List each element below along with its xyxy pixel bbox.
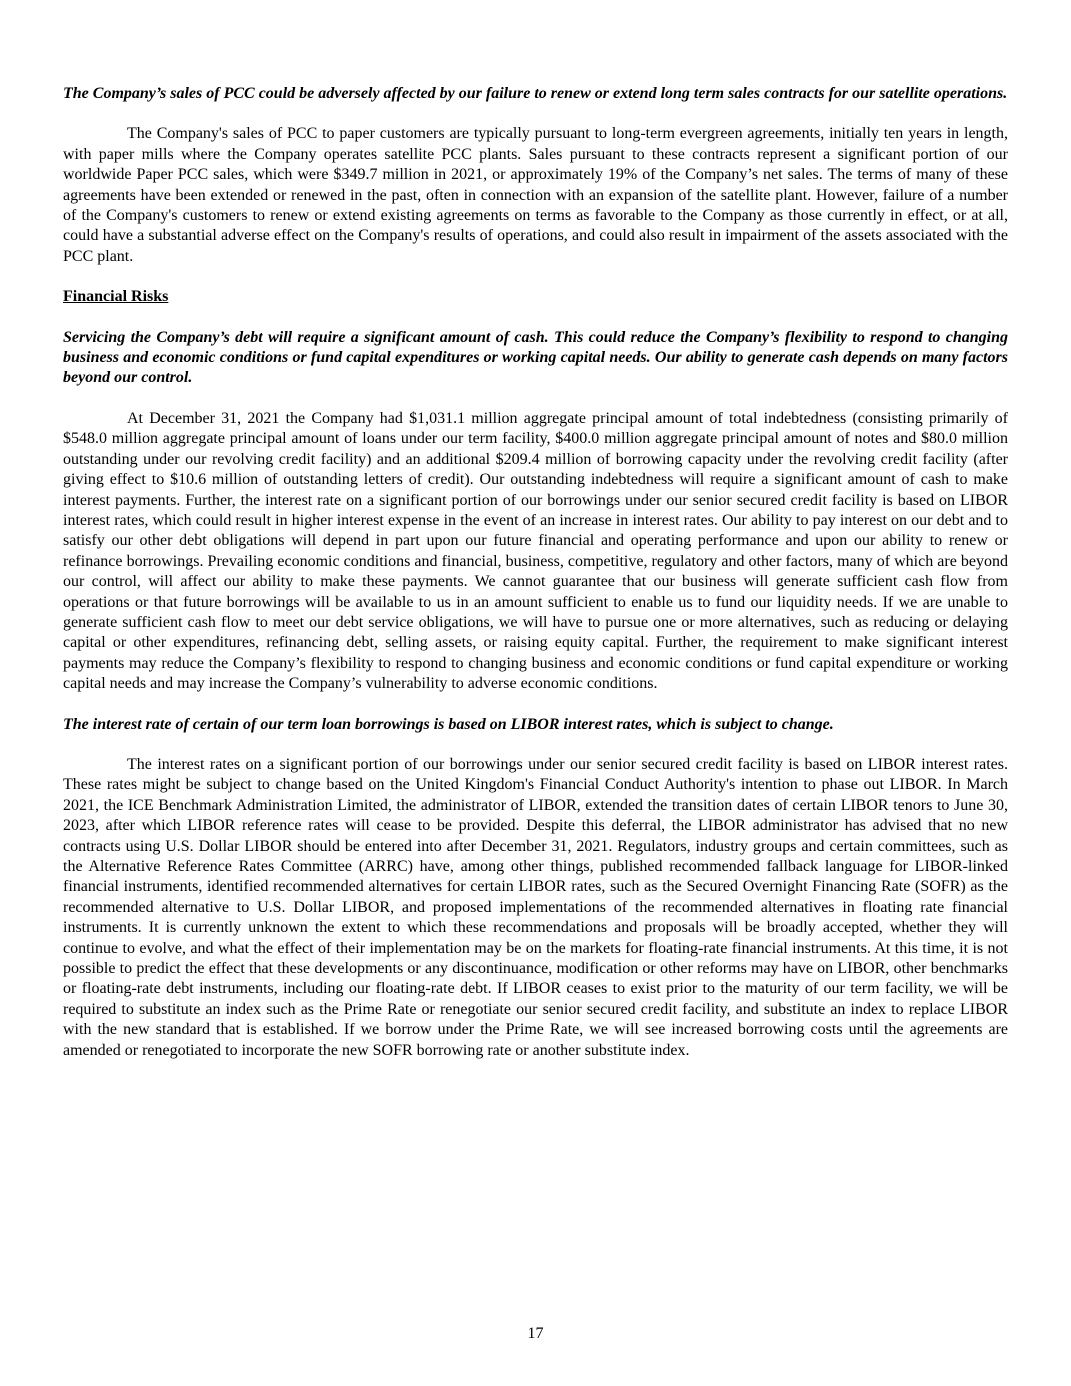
risk-heading-sales-contracts: The Company’s sales of PCC could be adversely affected by our failure to renew or extend long term sales contracts for our satellite operations. xyxy=(63,85,1008,102)
section-heading-financial-risks: Financial Risks xyxy=(63,288,169,306)
paragraph-debt-cash: At December 31, 2021 the Company had $1,031.1 million aggregate principal amount of total indebtedness (consisting primarily of $548.0 million aggregate principal amount of loans under our term facility, $400.0 million aggregate principal amount of notes and $80.0 million outstanding under our revolving credit facility) and an additional $209.4 million of borrowing capacity under the revolving credit facility (after giving effect to $10.6 million of outstanding letters of credit). Our outstanding indebtedness will require a significant amount of cash to make interest payments. Further, the interest rate on a significant portion of our borrowings under our senior secured credit facility is based on LIBOR interest rates, which could result in higher interest expense in the event of an increase in interest rates. Our ability to pay interest on our debt and to satisfy our other debt obligations will depend in part upon our future financial and operating performance and upon our ability to renew or refinance borrowings. Prevailing economic conditions and financial, business, competitive, regulatory and other factors, many of which are beyond our control, will affect our ability to make these payments. We cannot guarantee that our business will generate sufficient cash flow from operations or that future borrowings will be available to us in an amount sufficient to enable us to fund our liquidity needs. If we are unable to generate sufficient cash flow to meet our debt service obligations, we will have to pursue one or more alternatives, such as reducing or delaying capital or other expenditures, refinancing debt, selling assets, or raising equity capital. Further, the requirement to make significant interest payments may reduce the Company’s flexibility to respond to changing business and economic conditions or fund capital expenditure or working capital needs and may increase the Company’s vulnerability to adverse economic conditions. xyxy=(63,409,1008,693)
paragraph-libor: The interest rates on a significant portion of our borrowings under our senior secured credit facility is based on LIBOR interest rates. These rates might be subject to change based on the United Kingdom's Financial Conduct Authority's intention to phase out LIBOR. In March 2021, the ICE Benchmark Administration Limited, the administrator of LIBOR, extended the transition dates of certain LIBOR tenors to June 30, 2023, after which LIBOR reference rates will cease to be provided. Despite this deferral, the LIBOR administrator has advised that no new contracts using U.S. Dollar LIBOR should be entered into after December 31, 2021. Regulators, industry groups and certain committees, such as the Alternative Reference Rates Committee (ARRC) have, among other things, published recommended fallback language for LIBOR-linked financial instruments, identified recommended alternatives for certain LIBOR rates, such as the Secured Overnight Financing Rate (SOFR) as the recommended alternative to U.S. Dollar LIBOR, and proposed implementations of the recommended alternatives in floating rate financial instruments. It is currently unknown the extent to which these recommendations and proposals will be broadly accepted, whether they will continue to evolve, and what the effect of their implementation may be on the markets for floating-rate financial instruments. At this time, it is not possible to predict the effect that these developments or any discontinuance, modification or other reforms may have on LIBOR, other benchmarks or floating-rate debt instruments, including our floating-rate debt. If LIBOR ceases to exist prior to the maturity of our term facility, we will be required to substitute an index such as the Prime Rate or renegotiate our senior secured credit facility, and substitute an index to replace LIBOR with the new standard that is established. If we borrow under the Prime Rate, we will see increased borrowing costs until the agreements are amended or renegotiated to incorporate the new SOFR borrowing rate or another substitute index. xyxy=(63,755,1008,1059)
risk-heading-debt-cash: Servicing the Company’s debt will require a significant amount of cash. This could reduce the Company’s flexibility to respond to changing business and economic conditions or fund capital expenditures or working capital needs. Our ability to generate cash depends on many factors beyond our control. xyxy=(63,328,1008,387)
page-number: 17 xyxy=(527,1324,544,1342)
paragraph-sales-contracts: The Company's sales of PCC to paper customers are typically pursuant to long-term evergreen agreements, initially ten years in length, with paper mills where the Company operates satellite PCC plants. Sales pursuant to these contracts represent a significant portion of our worldwide Paper PCC sales, which were $349.7 million in 2021, or approximately 19% of the Company’s net sales. The terms of many of these agreements have been extended or renewed in the past, often in connection with an expansion of the satellite plant. However, failure of a number of the Company's customers to renew or extend existing agreements on terms as favorable to the Company as those currently in effect, or at all, could have a substantial adverse effect on the Company's results of operations, and could also result in impairment of the assets associated with the PCC plant. xyxy=(63,125,1008,265)
risk-heading-libor: The interest rate of certain of our term loan borrowings is based on LIBOR interest rates, which is subject to change. xyxy=(63,715,834,733)
